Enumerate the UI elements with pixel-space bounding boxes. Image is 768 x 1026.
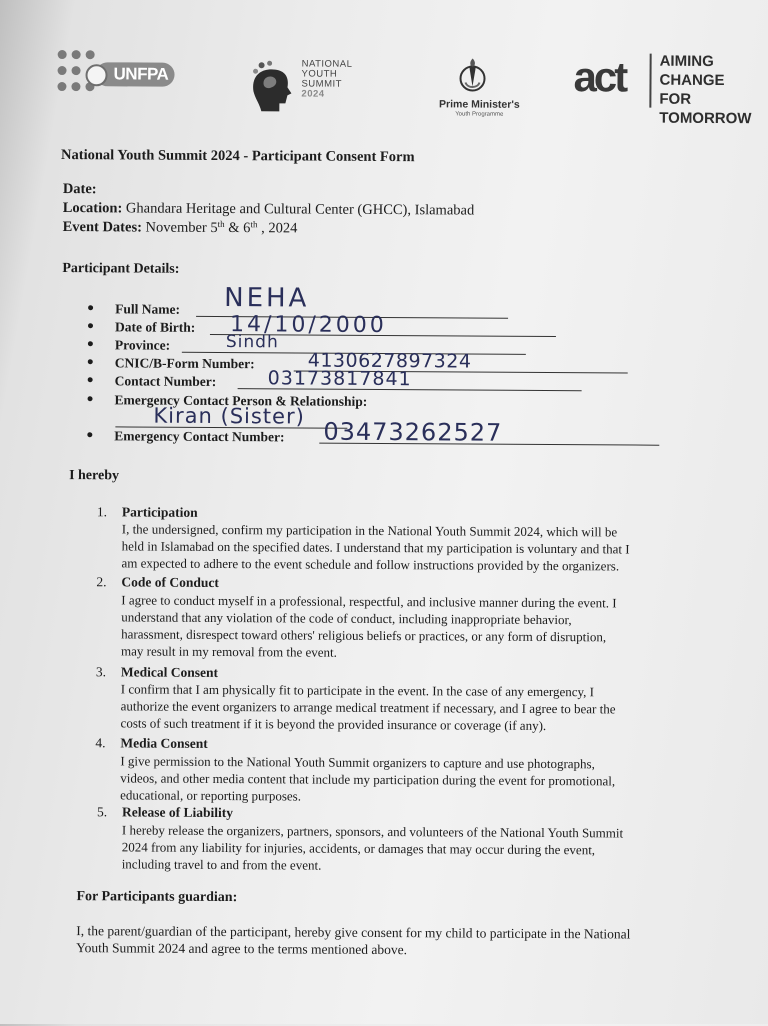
item-1-number: 1.	[96, 504, 108, 520]
unfpa-wordmark: UNFPA	[95, 62, 174, 86]
item-4-line-3: educational, or reporting purposes.	[120, 787, 302, 804]
item-1-title: Participation	[121, 504, 198, 520]
event-dates-label: Event Dates:	[62, 219, 142, 236]
item-3-title: Medical Consent	[120, 664, 219, 680]
date-label: Date:	[62, 181, 97, 198]
nys-line-4	[301, 89, 352, 99]
item-1-body	[122, 520, 630, 574]
item-5-line-3: including travel to and from the event.	[121, 856, 322, 873]
pmyp-title: Prime Minister's	[438, 98, 520, 111]
item-4-line-2: videos, and other media content that include my participation during the event for promotional,	[120, 770, 616, 789]
guardian-heading: For Participants guardian:	[76, 889, 238, 906]
item-3-line-2: authorize the event organizers to arrange medical treatment if necessary, and I agree to bear the	[120, 698, 616, 717]
participant-details-heading: Participant Details:	[62, 261, 180, 277]
item-4-number: 4.	[95, 735, 106, 751]
event-date-1-suffix: th	[217, 218, 225, 230]
item-4-title: Media Consent	[120, 735, 208, 751]
head-profile-icon	[249, 59, 293, 113]
item-5-body	[122, 821, 624, 875]
item-4-body	[120, 752, 615, 806]
item-5-title: Release of Liability	[121, 804, 234, 821]
bullet	[88, 323, 93, 328]
unfpa-logo	[57, 50, 167, 103]
guardian-line-2: Youth Summit 2024 and agree to the terms mentioned above.	[76, 940, 408, 958]
event-date-2: & 6	[228, 220, 251, 237]
location-label: Location:	[62, 200, 123, 217]
torch-emblem-icon	[457, 56, 487, 96]
nys-line-2: YOUTH	[301, 68, 338, 80]
item-2-number: 2.	[96, 574, 107, 590]
contact-number-label: Contact Number:	[114, 373, 217, 389]
form-title: National Youth Summit 2024 - Participant Consent Form	[60, 147, 415, 166]
contact-number-value[interactable]: 03173817841	[267, 367, 412, 391]
full-name-label: Full Name:	[115, 301, 181, 317]
item-3-number: 3.	[95, 664, 107, 680]
item-2-line-1: I agree to conduct myself in a professional, respectful, and inclusive manner during the event. I	[121, 592, 617, 611]
nys-year: 2024	[301, 88, 325, 100]
item-3-line-1: I confirm that I am physically fit to participate in the event. In the case of any emergency, I	[120, 681, 595, 700]
emergency-contact-person-value[interactable]: Kiran (Sister)	[153, 403, 305, 429]
item-1-line-2: held in Islamabad on the specified dates. I understand that my participation is voluntary and that I	[121, 538, 630, 557]
event-date-1: November 5	[145, 219, 218, 236]
act-tagline-line-3: TOMORROW	[659, 109, 752, 128]
field-date-of-birth	[88, 319, 195, 336]
emergency-contact-number-label: Emergency Contact Number:	[114, 428, 285, 445]
item-3-body	[121, 680, 616, 734]
emergency-contact-person-label: Emergency Contact Person & Relationship:	[114, 392, 368, 409]
bullet	[88, 377, 93, 382]
prime-ministers-youth-programme-logo	[429, 56, 539, 127]
field-emergency-contact-number	[87, 428, 284, 445]
item-2-line-4: may result in my removal from the event.	[120, 643, 337, 660]
item-4-line-1: I give permission to the National Youth Summit organizers to capture and use photographs,	[120, 753, 595, 772]
nys-line-3: SUMMIT	[301, 78, 342, 90]
province-label: Province:	[114, 337, 171, 353]
act-logo	[573, 49, 753, 128]
guardian-line-1: I, the parent/guardian of the participant, hereby give consent for my child to participate in the National	[76, 923, 631, 942]
act-tagline	[659, 52, 753, 129]
item-5-line-1: I hereby release the organizers, partners, sponsors, and volunteers of the National Youth Summit	[121, 822, 624, 841]
item-2-body	[121, 591, 617, 662]
item-2-line-2: understand that any violation of the code of conduct, including inappropriate behavior,	[121, 609, 572, 628]
guardian-body	[76, 922, 630, 959]
bullet	[87, 432, 92, 437]
emergency-contact-number-value[interactable]: 03473262527	[323, 417, 503, 447]
item-2-title: Code of Conduct	[121, 574, 220, 591]
event-date-2-suffix: th	[250, 219, 258, 230]
full-name-value[interactable]: NEHA	[224, 283, 310, 314]
bullet	[88, 341, 93, 346]
act-divider	[649, 54, 651, 108]
bullet	[88, 305, 93, 310]
pmyp-subtitle: Youth Programme	[455, 111, 504, 118]
location-line	[63, 200, 475, 220]
date-line	[63, 181, 97, 198]
nys-line-1: NATIONAL	[301, 58, 353, 70]
bullet	[88, 396, 93, 401]
field-full-name	[88, 301, 180, 318]
item-1-line-3: am expected to adhere to the event schedule and follow instructions provided by the organizers.	[121, 555, 620, 574]
cnic-value[interactable]: 4130627897324	[307, 349, 472, 373]
act-wordmark: act	[573, 53, 626, 101]
field-province	[88, 337, 170, 354]
date-of-birth-label: Date of Birth:	[114, 319, 196, 335]
act-tagline-line-1: AIMING	[659, 52, 714, 71]
i-hereby-heading: I hereby	[69, 468, 120, 484]
item-5-number: 5.	[96, 804, 108, 820]
nys-wordmark	[301, 59, 352, 99]
national-youth-summit-logo	[249, 53, 369, 118]
item-1-line-1: I, the undersigned, confirm my participation in the National Youth Summit 2024, which will be	[121, 521, 618, 540]
event-year: , 2024	[261, 220, 298, 237]
province-value[interactable]: Sindh	[225, 332, 279, 353]
item-3-line-3: costs of such treatment if it is beyond the provided insurance or coverage (if any).	[120, 715, 547, 734]
field-cnic	[88, 355, 255, 372]
location-value: Ghandara Heritage and Cultural Center (GHCC), Islamabad	[125, 200, 475, 219]
cnic-label: CNIC/B-Form Number:	[114, 355, 255, 372]
globe-icon	[85, 64, 107, 86]
event-dates-line	[63, 219, 298, 237]
field-contact-number	[88, 373, 217, 390]
item-5-line-2: 2024 from any liability for injuries, accidents, or damages that may occur during the event,	[121, 839, 596, 858]
item-2-line-3: harassment, disrespect toward others' religious beliefs or practices, or any form of disruption,	[121, 626, 607, 645]
bullet	[88, 359, 93, 364]
date-of-birth-value[interactable]: 14/10/2000	[229, 312, 387, 339]
act-tagline-line-2: CHANGE FOR	[659, 71, 725, 108]
